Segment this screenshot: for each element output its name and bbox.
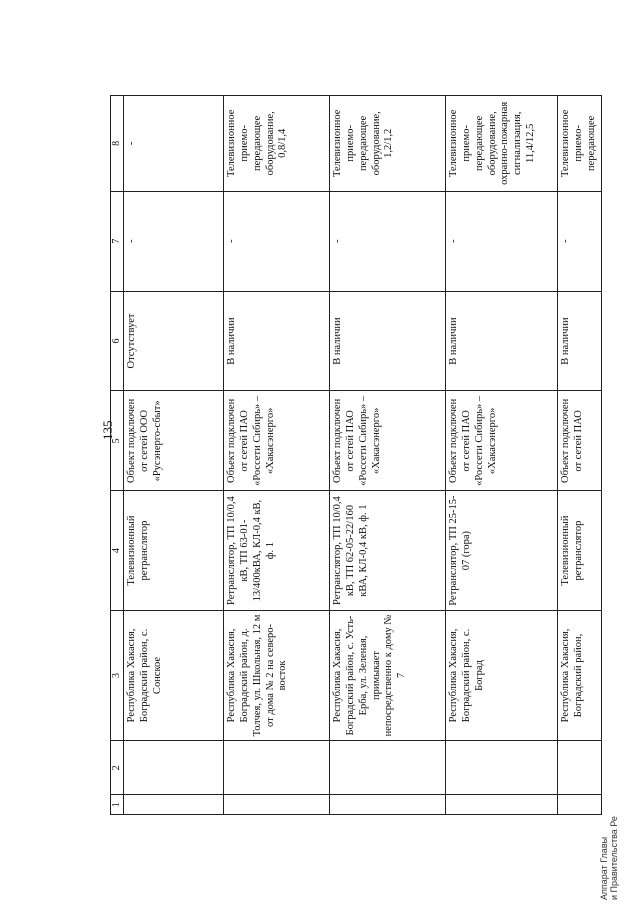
table-cell: Республика Хакасия, Боградский район, с. Усть-Ерба, ул. Зеленая, примыкает непосредственно к дому № 7 bbox=[330, 610, 446, 740]
table-cell: Телевизионное приемо-передающее оборудование, 1,2/1,2 bbox=[330, 96, 446, 192]
header-row bbox=[111, 96, 124, 815]
table-row bbox=[330, 96, 446, 815]
column-header: 7 bbox=[111, 191, 124, 291]
table-row bbox=[224, 96, 330, 815]
table-cell: - bbox=[558, 191, 601, 291]
table-cell: Телевизионное приемо-передающее bbox=[558, 96, 601, 192]
table-cell bbox=[124, 795, 224, 815]
table-cell: Республика Хакасия, Боградский район, д. Толчея, ул. Школьная, 12 м от дома № 2 на северо-восток bbox=[224, 610, 330, 740]
column-header: 2 bbox=[111, 741, 124, 795]
table-cell: - bbox=[124, 96, 224, 192]
table-cell: - bbox=[446, 191, 558, 291]
table-cell: Объект подключен от сетей ПАО «Россети Сибирь» – «Хакасэнерго» bbox=[330, 391, 446, 491]
column-header: 8 bbox=[111, 96, 124, 192]
table-cell: Телевизионный ретранслятор bbox=[558, 491, 601, 610]
table-cell bbox=[446, 795, 558, 815]
table-cell: Ретранслятор, ТП 10/0,4 кВ, ТП 63-01-13/400кВА, КЛ-0,4 кВ, ф. 1 bbox=[224, 491, 330, 610]
table-cell: Ретранслятор, ТП 10/0,4 кВ, ТП 62-05-22/160 кВА, КЛ-0,4 кВ, ф. 1 bbox=[330, 491, 446, 610]
watermark-stamp bbox=[600, 816, 620, 900]
table-cell bbox=[124, 741, 224, 795]
table-cell bbox=[224, 795, 330, 815]
table-cell: В наличии bbox=[446, 291, 558, 391]
infrastructure-table bbox=[110, 95, 602, 815]
column-header: 3 bbox=[111, 610, 124, 740]
table-cell bbox=[224, 741, 330, 795]
table-row bbox=[558, 96, 601, 815]
table-cell: Объект подключен от сетей ПАО bbox=[558, 391, 601, 491]
table-cell: Объект подключен от сетей ПАО «Россети Сибирь» – «Хакасэнерго» bbox=[224, 391, 330, 491]
column-header: 1 bbox=[111, 795, 124, 815]
table-cell: - bbox=[124, 191, 224, 291]
table-row bbox=[446, 96, 558, 815]
column-header: 6 bbox=[111, 291, 124, 391]
watermark-line: и Правительства Ре bbox=[608, 816, 619, 900]
table-cell: Отсутствует bbox=[124, 291, 224, 391]
table-cell: В наличии bbox=[224, 291, 330, 391]
table-cell: Объект подключен от сетей ООО «Русэнерго-сбыт» bbox=[124, 391, 224, 491]
document-table-container bbox=[110, 95, 600, 815]
table-cell: Ретранслятор, ТП 25-15-07 (гора) bbox=[446, 491, 558, 610]
table-cell: В наличии bbox=[558, 291, 601, 391]
table-cell: - bbox=[330, 191, 446, 291]
table-cell: В наличии bbox=[330, 291, 446, 391]
table-cell bbox=[558, 795, 601, 815]
table-cell: Республика Хакасия, Боградский район, с. Боград bbox=[446, 610, 558, 740]
table-cell bbox=[330, 741, 446, 795]
table-cell: - bbox=[224, 191, 330, 291]
table-cell: Республика Хакасия, Боградский район, с. Сонское bbox=[124, 610, 224, 740]
table-cell bbox=[446, 741, 558, 795]
table-cell: Телевизионное приемо-передающее оборудование, 0,8/1,4 bbox=[224, 96, 330, 192]
column-header: 4 bbox=[111, 491, 124, 610]
table-row bbox=[124, 96, 224, 815]
table-cell bbox=[558, 741, 601, 795]
table-cell bbox=[330, 795, 446, 815]
table-cell: Телевизионный ретранслятор bbox=[124, 491, 224, 610]
table-cell: Республика Хакасия, Боградский район, bbox=[558, 610, 601, 740]
watermark-line: Аппарат Главы bbox=[599, 836, 609, 900]
table-cell: Объект подключен от сетей ПАО «Россети Сибирь» – «Хакасэнерго» bbox=[446, 391, 558, 491]
column-header: 5 bbox=[111, 391, 124, 491]
page-number: 135 bbox=[100, 420, 115, 440]
table-cell: Телевизионное приемо-передающее оборудование, охранно-пожарная сигнализация, 11,4/12,5 bbox=[446, 96, 558, 192]
